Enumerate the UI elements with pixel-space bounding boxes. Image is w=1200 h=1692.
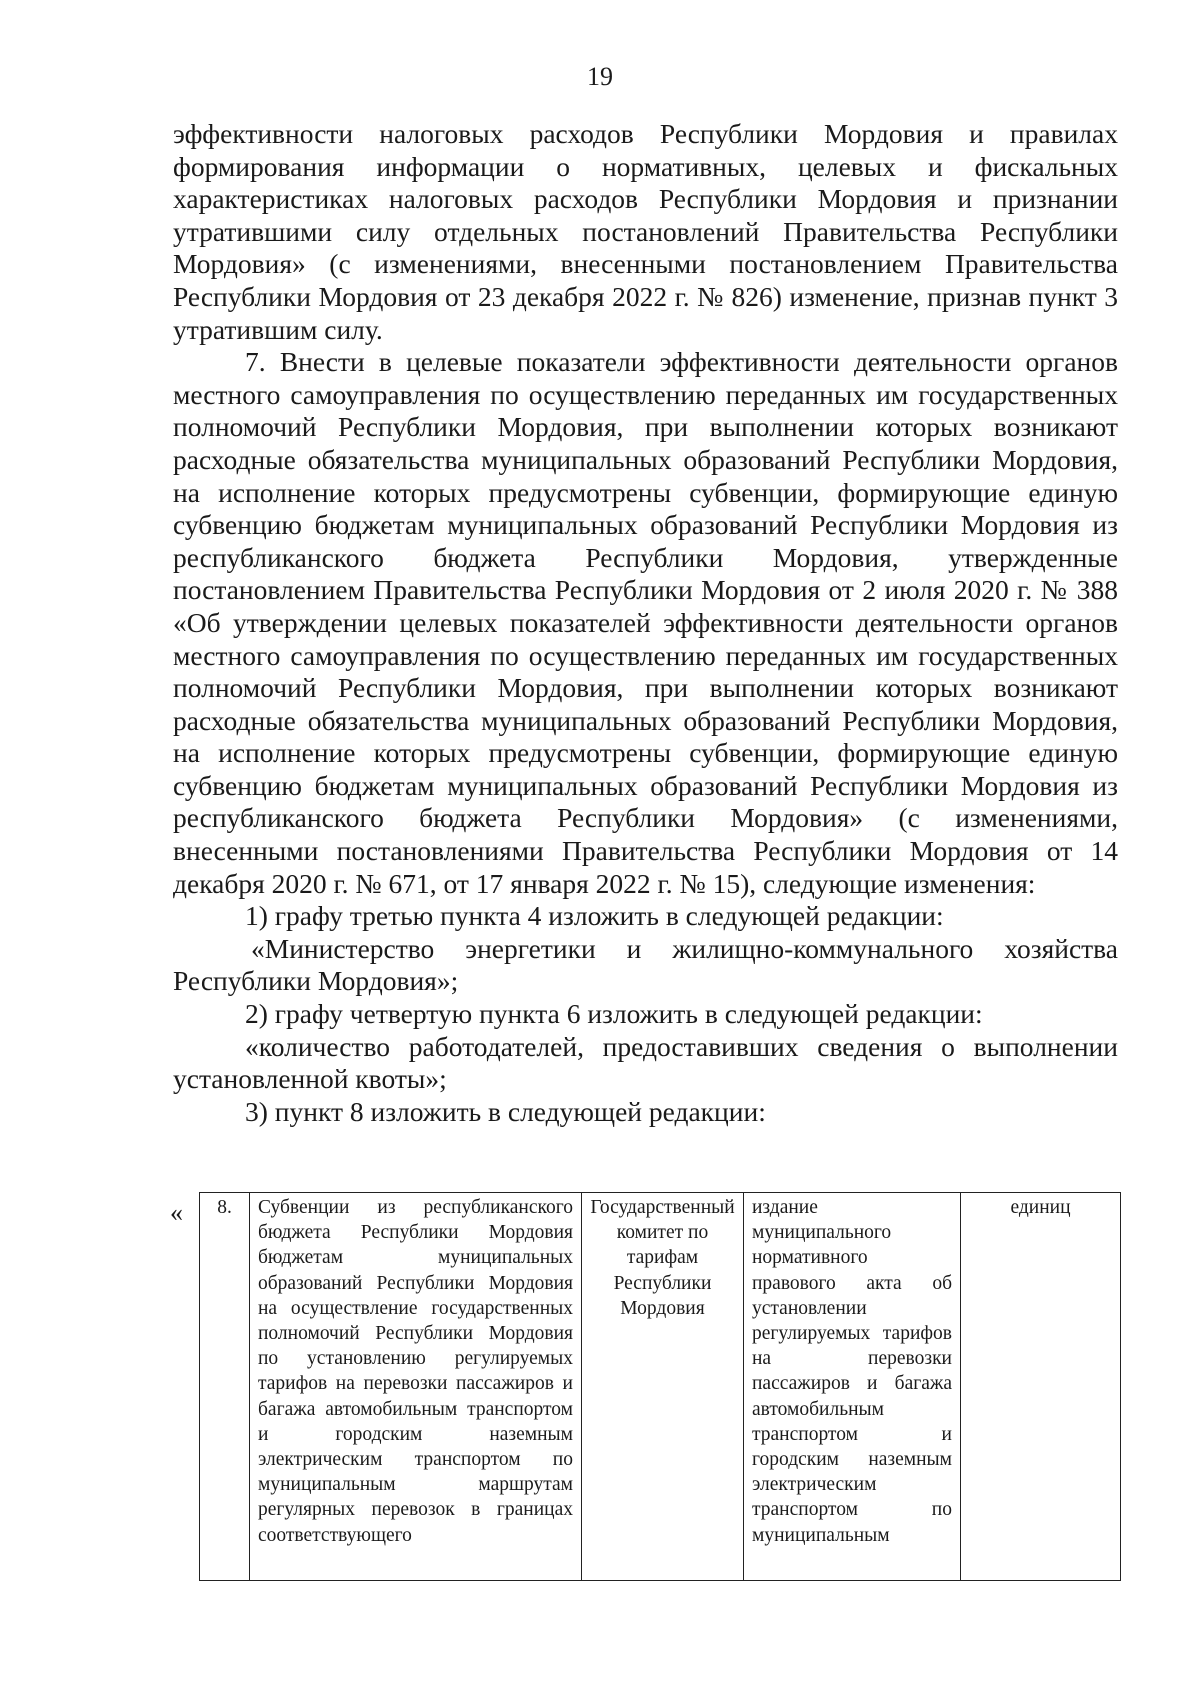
authority-cell: Государственный комитет по тарифам Республики Мордовия [582,1193,744,1581]
paragraph-continuation: эффективности налоговых расходов Республики Мордовия и правилах формирования информации о нормативных, целевых и фискальных характеристиках налоговых расходов Республики Мордовия и признании утратившими силу отдельных постановлений Правительства Республики Мордовия» (с изменениями, внесенными постановлением Правительства Республики Мордовия от 23 декабря 2022 г. № 826) изменение, признав пункт 3 утратившим силу. [173,118,1118,345]
indicator-cell: издание муниципального нормативного правового акта об установлении регулируемых тарифов на перевозки пассажиров и багажа автомобильным транспортом и городским наземным электрическим транспортом по муниципальным [744,1193,961,1581]
paragraph-subitem-3: 3) пункт 8 изложить в следующей редакции: [245,1095,766,1127]
page-number: 19 [587,62,613,91]
table-row [200,1193,1121,1581]
document-body [173,118,1118,1128]
paragraph-quote-employers: «количество работодателей, предоставивших сведения о выполнении установленной квоты»; [173,1030,1118,1095]
row-number-cell: 8. [200,1193,250,1581]
paragraph-quote-ministry: «Министерство энергетики и жилищно-коммунального хозяйства Республики Мордовия»; [173,932,1118,997]
subvention-name-cell: Субвенции из республиканского бюджета Республики Мордовия бюджетам муниципальных образований Республики Мордовия на осуществление государственных полномочий Республики Мордовия по установлению регулируемых тарифов на перевозки пассажиров и багажа автомобильным транспортом и городским наземным электрическим транспортом по муниципальным маршрутам регулярных перевозок в границах соответствующего [250,1193,582,1581]
amendment-table [199,1192,1121,1581]
paragraph-subitem-1: 1) графу третью пункта 4 изложить в следующей редакции: [245,900,944,932]
unit-cell: единиц [961,1193,1121,1581]
paragraph-subitem-2: 2) графу четвертую пункта 6 изложить в следующей редакции: [245,998,983,1030]
paragraph-item-7: 7. Внести в целевые показатели эффективности деятельности органов местного самоуправления по осуществлению переданных им государственных полномочий Республики Мордовия, при выполнении которых возникают расходные обязательства муниципальных образований Республики Мордовия, на исполнение которых предусмотрены субвенции, формирующие единую субвенцию бюджетам муниципальных образований Республики Мордовия из республиканского бюджета Республики Мордовия, утвержденные постановлением Правительства Республики Мордовия от 2 июля 2020 г. № 388 «Об утверждении целевых показателей эффективности деятельности органов местного самоуправления по осуществлению переданных им государственных полномочий Республики Мордовия, при выполнении которых возникают расходные обязательства муниципальных образований Республики Мордовия, на исполнение которых предусмотрены субвенции, формирующие единую субвенцию бюджетам муниципальных образований Республики Мордовия из республиканского бюджета Республики Мордовия» (с изменениями, внесенными постановлениями Правительства Республики Мордовия от 14 декабря 2020 г. № 671, от 17 января 2022 г. № 15), следующие изменения: [173,346,1118,899]
table-open-quote: « [170,1198,183,1227]
